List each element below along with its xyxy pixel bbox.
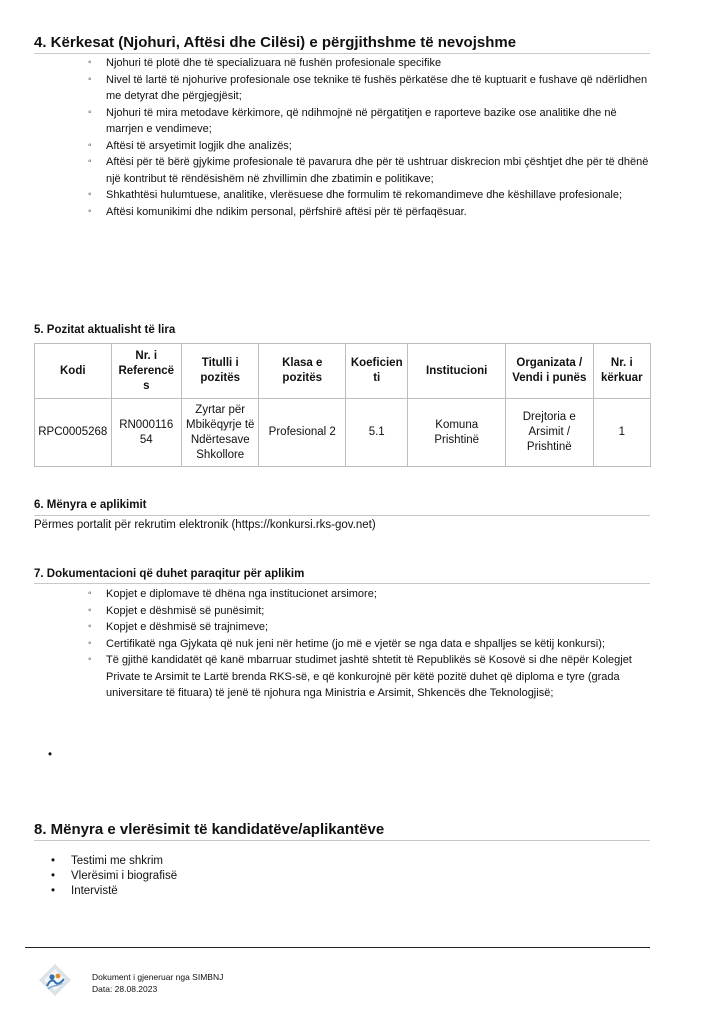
column-header: Nr. i Referencë s (111, 344, 181, 399)
column-header: Nr. i kërkuar (593, 344, 650, 399)
application-method-text: Përmes portalit për rekrutim elektronik (https://konkursi.rks-gov.net) (34, 519, 376, 531)
section-8-list (71, 854, 471, 899)
table-cell: 1 (593, 399, 650, 467)
list-item: ◦ Kopjet e dëshmisë së trajnimeve; (106, 619, 651, 636)
section-4-rule (34, 53, 650, 54)
table-cell: 5.1 (346, 399, 408, 467)
section-7-list (106, 586, 651, 702)
column-header: Koeficien ti (346, 344, 408, 399)
column-header: Institucioni (408, 344, 506, 399)
column-header: Kodi (35, 344, 112, 399)
list-item: ◦ Shkathtësi hulumtuese, analitike, vlerësuese dhe formulim të rekomandimeve dhe këshillave profesionale; (106, 187, 651, 204)
section-6-title: 6. Mënyra e aplikimit (34, 499, 147, 511)
list-item: • Vlerësimi i biografisë (71, 869, 471, 884)
column-header: Klasa e pozitës (259, 344, 346, 399)
footer-generated-text: Dokument i gjeneruar nga SIMBNJ (92, 972, 224, 982)
section-8-rule (34, 840, 650, 841)
simbnj-logo (38, 963, 72, 997)
list-item: ◦ Certifikatë nga Gjykata që nuk jeni nër hetime (jo më e vjetër se nga data e shpalljes se këtij konkursi); (106, 636, 651, 653)
table-cell: Profesional 2 (259, 399, 346, 467)
list-item: • Testimi me shkrim (71, 854, 471, 869)
list-item: ◦ Aftësi të arsyetimit logjik dhe analizës; (106, 138, 651, 155)
list-item: ◦ Kopjet e dëshmisë së punësimit; (106, 603, 651, 620)
list-item: ◦ Të gjithë kandidatët që kanë mbarruar studimet jashtë shtetit të Republikës së Kosovë si dhe nëpër Kolegjet Private te Arsimit te Lartë brenda RKS-së, e që konkurojnë për këtë pozitë duhet që diploma e tyre (grada universitare të fituara) të jenë të njohura nga Ministria e Arsimit, Shkencës dhe Teknologjisë; (106, 652, 651, 702)
table-row (35, 399, 651, 467)
list-item: ◦ Njohuri të plotë dhe të specializuara në fushën profesionale specifike (106, 55, 651, 72)
list-item: ◦ Aftësi për të bërë gjykime profesionale të pavarura dhe për të ushtruar diskrecion mbi çështjet dhe për të dhënë një kontribut të rëndësishëm në zhvillimin dhe zbatimin e politikave; (106, 154, 651, 187)
section-5-title: 5. Pozitat aktualisht të lira (34, 324, 176, 336)
list-item: ◦ Njohuri të mira metodave kërkimore, që ndihmojnë në përgatitjen e raporteve bazike ose analitike dhe në marrjen e vendimeve; (106, 105, 651, 138)
table-cell: Zyrtar për Mbikëqyrje të Ndërtesave Shkollore (181, 399, 258, 467)
list-item: ◦ Nivel të lartë të njohurive profesionale ose teknike të fushës përkatëse dhe të kuptuarit e fushave që ndërlidhen me detyrat dhe përgjegjësit; (106, 72, 651, 105)
table-cell: RPC0005268 (35, 399, 112, 467)
section-6-rule (34, 515, 650, 516)
list-item: • Intervistë (71, 884, 471, 899)
column-header: Organizata / Vendi i punës (506, 344, 594, 399)
table-cell: Komuna Prishtinë (408, 399, 506, 467)
section-7-rule (34, 583, 650, 584)
table-header-row (35, 344, 651, 399)
table-cell: Drejtoria e Arsimit / Prishtinë (506, 399, 594, 467)
list-item: ◦ Aftësi komunikimi dhe ndikim personal, përfshirë aftësi për të përfaqësuar. (106, 204, 651, 221)
footer-rule (25, 947, 650, 948)
list-item: ◦ Kopjet e diplomave të dhëna nga institucionet arsimore; (106, 586, 651, 603)
table-cell: RN000116 54 (111, 399, 181, 467)
column-header: Titulli i pozitës (181, 344, 258, 399)
empty-bullet: • (48, 749, 53, 761)
section-8-title: 8. Mënyra e vlerësimit të kandidatëve/aplikantëve (34, 821, 385, 838)
section-4-list (106, 55, 651, 220)
positions-table (34, 343, 651, 467)
section-7-title: 7. Dokumentacioni që duhet paraqitur për aplikim (34, 568, 305, 580)
section-4-title: 4. Kërkesat (Njohuri, Aftësi dhe Cilësi) e përgjithshme të nevojshme (34, 34, 517, 51)
footer-date: Data: 28.08.2023 (92, 984, 158, 994)
